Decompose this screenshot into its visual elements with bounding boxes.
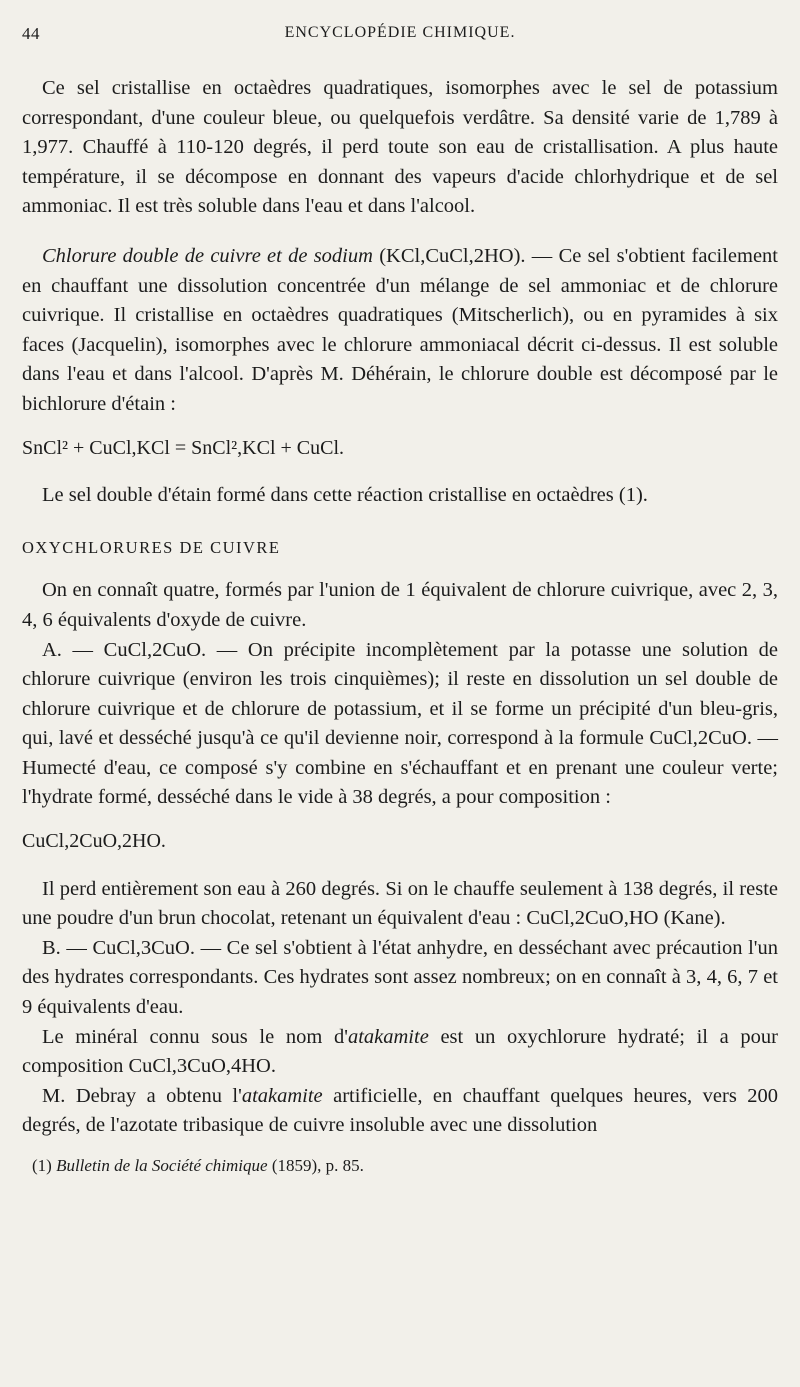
- footnote-marker: (1): [32, 1156, 52, 1175]
- formula-hydrate: CuCl,2CuO,2HO.: [22, 830, 166, 853]
- paragraph-oxychlorides-intro: On en connaît quatre, formés par l'union de 1 équivalent de chlorure cuivrique, avec 2, 3, 4, 6 équivalents d'oxyde de cuivre.: [22, 579, 778, 631]
- paragraph-oxychloride-a: A. — CuCl,2CuO. — On précipite incomplètement par la potasse une solution de chlorure cuivrique (environ les trois cinquièmes); il reste en dissolution un sel double de chlorure cuivrique et de chlorure de potassium, et il se forme un précipité d'un bleu-gris, qui, lavé et desséché jusqu'à ce qu'il devienne noir, correspond à la formule CuCl,2CuO. — Humecté d'eau, ce composé s'y combine en s'échauffant et en prenant une couleur verte; l'hydrate formé, desséché dans le vide à 38 degrés, a pour composition :: [22, 638, 778, 809]
- running-title: ENCYCLOPÉDIE CHIMIQUE.: [284, 24, 516, 41]
- paragraph-text: (KCl,CuCl,2HO). — Ce sel s'obtient facilement en chauffant une dissolution concentrée d'un mélange de sel ammoniac et de chlorure cuivrique. Il cristallise en octaèdres quadratiques (Mitscherlich), ou en pyramides à six faces (Jacquelin), isomorphes avec le chlorure ammoniacal décrit ci-dessus. Il est soluble dans l'eau et dans l'alcool. D'après M. Déhérain, le chlorure double est décomposé par le bichlorure d'étain :: [22, 244, 778, 415]
- footnote-reference: (1859), p. 85.: [267, 1156, 364, 1175]
- paragraph-title: Chlorure double de cuivre et de sodium: [42, 244, 373, 267]
- paragraph-ammonium-salt-properties: Ce sel cristallise en octaèdres quadratiques, isomorphes avec le sel de potassium correspondant, d'une couleur bleue, ou quelquefois verdâtre. Sa densité varie de 1,789 à 1,977. Chauffé à 110-120 degrés, il perd toute son eau de cristallisation. A plus haute température, il se décompose en donnant des vapeurs d'acide chlorhydrique et de sel ammoniac. Il est très soluble dans l'eau et dans l'alcool.: [22, 77, 778, 218]
- italic-term: atakamite: [241, 1084, 323, 1107]
- paragraph-text: M. Debray a obtenu l': [42, 1084, 242, 1107]
- footnote: [22, 1155, 778, 1177]
- paragraph-tin-double-salt: Le sel double d'étain formé dans cette réaction cristallise en octaèdres (1).: [42, 484, 648, 507]
- paragraph-double-chloride-sodium: [22, 242, 778, 420]
- paragraph-oxychloride-b: B. — CuCl,3CuO. — Ce sel s'obtient à l'état anhydre, en desséchant avec précaution l'un des hydrates correspondants. Ces hydrates sont assez nombreux; on en connaît à 3, 4, 6, 7 et 9 équivalents d'eau.: [22, 936, 778, 1019]
- footnote-source: Bulletin de la Société chimique: [56, 1156, 268, 1175]
- running-head: [22, 20, 778, 48]
- body-text: [22, 74, 778, 1177]
- section-heading: OXYCHLORURES DE CUIVRE: [22, 537, 281, 557]
- paragraph-text: Le minéral connu sous le nom d': [42, 1025, 348, 1048]
- paragraph-atakamite-artificial: [22, 1082, 778, 1141]
- formula-tin-reaction: SnCl² + CuCl,KCl = SnCl²,KCl + CuCl.: [22, 436, 345, 459]
- paragraph-atakamite-mineral: [22, 1023, 778, 1082]
- paragraph-water-loss: Il perd entièrement son eau à 260 degrés. Si on le chauffe seulement à 138 degrés, il reste une poudre d'un brun chocolat, retenant un équivalent d'eau : CuCl,2CuO,HO (Kane).: [22, 877, 778, 930]
- paragraph-text: artificielle, en chauffant quelques heures, vers 200 degrés, de l'azotate tribasique de cuivre insoluble avec une dissolution: [22, 1084, 779, 1137]
- paragraph-text: est un oxychlorure hydraté; il a pour composition CuCl,3CuO,4HO.: [22, 1025, 778, 1078]
- page-number: 44: [22, 24, 40, 43]
- italic-term: atakamite: [347, 1025, 429, 1048]
